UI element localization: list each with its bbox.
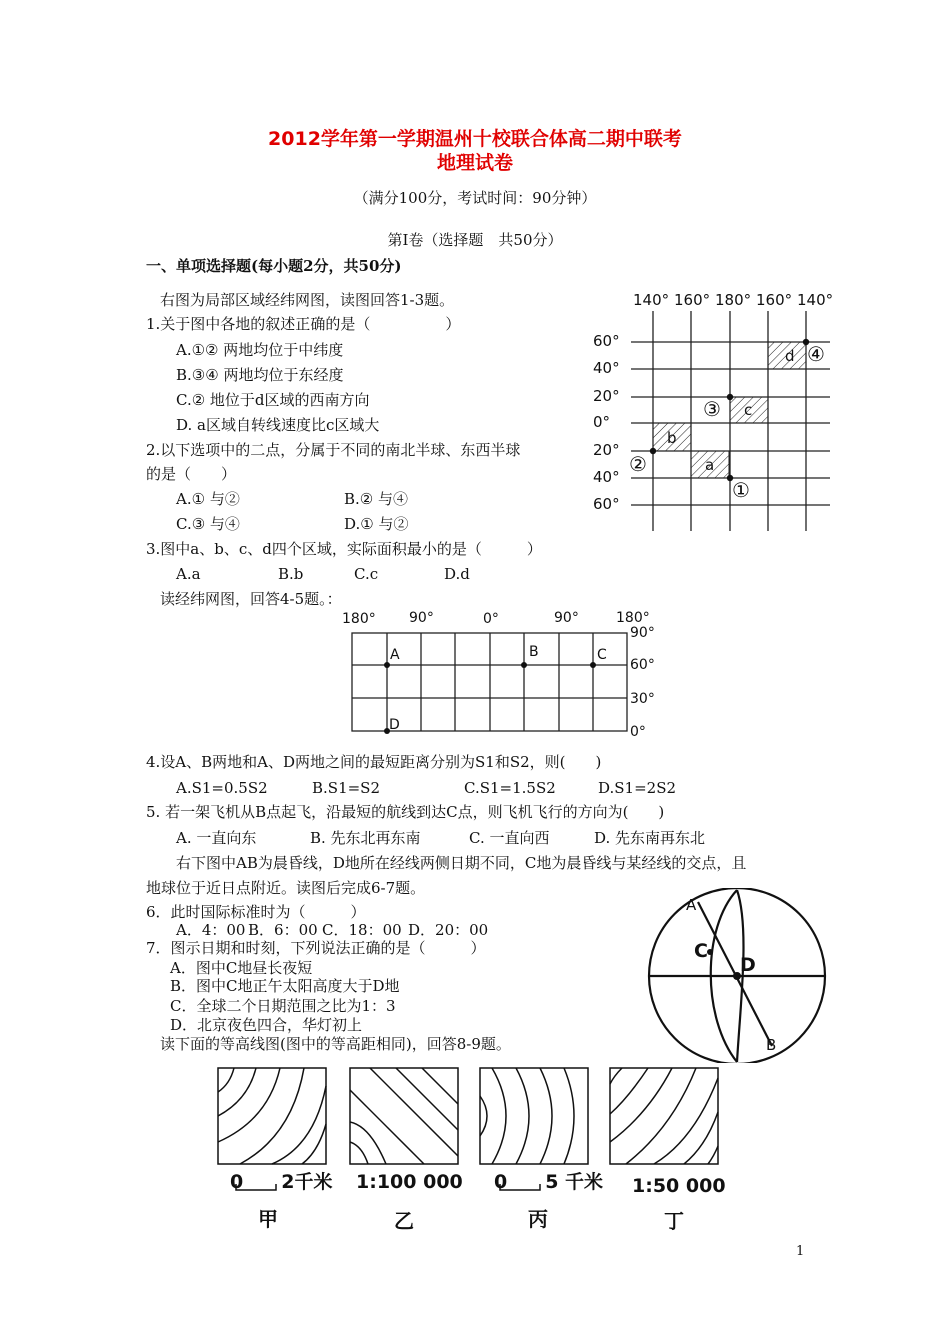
top-label-5: 140° bbox=[797, 291, 834, 309]
q5-option-c: C. 一直向西 bbox=[469, 829, 550, 847]
lat-label-60n: 60° bbox=[593, 332, 620, 350]
circle-label-a: A bbox=[686, 896, 697, 914]
contour-map-bing bbox=[480, 1068, 588, 1164]
scale-yi: 1:100 000 bbox=[356, 1171, 463, 1193]
q4-option-a: A.S1=0.5S2 bbox=[176, 779, 268, 797]
q1-3-intro: 右图为局部区域经纬网图，读图回答1-3题。 bbox=[160, 291, 455, 309]
point-c-label: C bbox=[597, 647, 607, 663]
volume-heading: 第Ⅰ卷（选择题 共50分） bbox=[387, 231, 563, 249]
q3-option-d: D.d bbox=[444, 565, 470, 583]
svg-text:180°: 180° bbox=[342, 611, 376, 627]
q1-option-b: B.③④ 两地均位于东经度 bbox=[176, 366, 344, 384]
point-3-label: ③ bbox=[703, 397, 721, 421]
exam-subtitle: 地理试卷 bbox=[436, 152, 513, 174]
exam-info: （满分100分，考试时间：90分钟） bbox=[353, 189, 597, 207]
contour-maps bbox=[210, 1062, 730, 1237]
q6-option-a: A．4：00 bbox=[176, 921, 246, 939]
world-grid-map bbox=[330, 606, 665, 746]
point-3-dot bbox=[727, 394, 733, 400]
q7-option-b: B．图中C地正午太阳高度大于D地 bbox=[170, 977, 400, 995]
q4-option-b: B.S1=S2 bbox=[312, 779, 380, 797]
region-c-label: c bbox=[744, 401, 753, 419]
circle-label-b: B bbox=[766, 1036, 777, 1054]
lat-label-0: 0° bbox=[593, 413, 611, 431]
top-label-3: 180° bbox=[715, 291, 752, 309]
q8-9-intro: 读下面的等高线图(图中的等高距相同)，回答8-9题。 bbox=[160, 1035, 511, 1053]
q3-option-b: B.b bbox=[278, 565, 304, 583]
lat-label-40n: 40° bbox=[593, 359, 620, 377]
q2-option-a: A.① 与② bbox=[176, 490, 240, 508]
q6-option-d: D．20：00 bbox=[408, 921, 489, 939]
question-2-cont: 的是（ ） bbox=[146, 465, 237, 483]
q5-option-b: B. 先东北再东南 bbox=[310, 829, 421, 847]
exam-title: 2012学年第一学期温州十校联合体高二期中联考 bbox=[268, 128, 682, 150]
contour-map-jia bbox=[218, 1068, 326, 1164]
lat-long-grid-map bbox=[585, 285, 850, 535]
point-c-dot bbox=[590, 662, 596, 668]
point-b-dot bbox=[521, 662, 527, 668]
region-d-label: d bbox=[785, 347, 795, 365]
question-4: 4.设A、B两地和A、D两地之间的最短距离分别为S1和S2，则( ) bbox=[146, 753, 602, 771]
point-2-dot bbox=[650, 448, 656, 454]
question-2: 2.以下选项中的二点，分属于不同的南北半球、东西半球 bbox=[146, 441, 521, 459]
lat-label-40s: 40° bbox=[593, 468, 620, 486]
point-b-label: B bbox=[529, 644, 539, 660]
page-number: 1 bbox=[796, 1244, 805, 1259]
label-bing: 丙 bbox=[528, 1207, 548, 1231]
svg-text:90°: 90° bbox=[554, 610, 579, 626]
svg-text:60°: 60° bbox=[630, 657, 655, 673]
q5-option-a: A. 一直向东 bbox=[176, 829, 257, 847]
svg-text:30°: 30° bbox=[630, 691, 655, 707]
circle-label-d: D bbox=[740, 954, 756, 976]
svg-text:0°: 0° bbox=[630, 724, 646, 740]
lat-label-20n: 20° bbox=[593, 387, 620, 405]
point-1-label: ① bbox=[732, 478, 750, 502]
q1-option-d: D. a区域自转线速度比c区域大 bbox=[176, 416, 380, 434]
q1-option-c: C.② 地位于d区域的西南方向 bbox=[176, 391, 370, 409]
q6-7-intro-cont: 地球位于近日点附近。读图后完成6-7题。 bbox=[146, 879, 426, 897]
lat-label-60s: 60° bbox=[593, 495, 620, 513]
q2-option-c: C.③ 与④ bbox=[176, 515, 240, 533]
contour-map-yi bbox=[350, 1068, 458, 1164]
q6-option-c: C．18：00 bbox=[322, 921, 402, 939]
q7-option-a: A．图中C地昼长夜短 bbox=[170, 959, 313, 977]
q3-option-a: A.a bbox=[176, 565, 201, 583]
q7-option-d: D．北京夜色四合，华灯初上 bbox=[170, 1016, 363, 1034]
svg-text:0°: 0° bbox=[483, 611, 499, 627]
question-5: 5. 若一架飞机从B点起飞，沿最短的航线到达C点，则飞机飞行的方向为( ) bbox=[146, 803, 665, 821]
q1-option-a: A.①② 两地均位于中纬度 bbox=[176, 341, 344, 359]
svg-text:90°: 90° bbox=[630, 625, 655, 641]
scale-jia: 0 2千米 bbox=[230, 1171, 333, 1193]
question-3: 3.图中a、b、c、d四个区域，实际面积最小的是（ ） bbox=[146, 540, 542, 558]
q6-option-b: B．6：00 bbox=[248, 921, 318, 939]
svg-text:180°: 180° bbox=[616, 610, 650, 626]
label-yi: 乙 bbox=[394, 1209, 414, 1233]
scale-ding: 1:50 000 bbox=[632, 1175, 726, 1197]
scale-bing: 0 5 千米 bbox=[494, 1171, 604, 1193]
lat-label-20s: 20° bbox=[593, 441, 620, 459]
point-a-label: A bbox=[390, 647, 400, 663]
label-jia: 甲 bbox=[258, 1207, 278, 1231]
q5-option-d: D. 先东南再东北 bbox=[594, 829, 706, 847]
q2-option-d: D.① 与② bbox=[344, 515, 409, 533]
terminator-circle-diagram bbox=[640, 888, 835, 1063]
region-b-label: b bbox=[667, 429, 677, 447]
question-7: 7．图示日期和时刻，下列说法正确的是（ ） bbox=[146, 939, 486, 957]
question-1: 1.关于图中各地的叙述正确的是（ ） bbox=[146, 315, 461, 333]
top-label-2: 160° bbox=[674, 291, 711, 309]
point-2-label: ② bbox=[629, 452, 647, 476]
point-d-label: D bbox=[389, 717, 400, 733]
top-label-1: 140° bbox=[633, 291, 670, 309]
q3-option-c: C.c bbox=[354, 565, 379, 583]
q4-option-c: C.S1=1.5S2 bbox=[464, 779, 556, 797]
label-ding: 丁 bbox=[664, 1209, 684, 1233]
region-a-label: a bbox=[705, 456, 715, 474]
q4-option-d: D.S1=2S2 bbox=[598, 779, 677, 797]
q7-option-c: C．全球二个日期范围之比为1：3 bbox=[170, 997, 396, 1015]
top-label-4: 160° bbox=[756, 291, 793, 309]
section-heading: 一、单项选择题(每小题2分，共50分) bbox=[146, 257, 402, 275]
q6-7-intro: 右下图中AB为晨昏线，D地所在经线两侧日期不同，C地为晨昏线与某经线的交点，且 bbox=[176, 854, 747, 872]
q2-option-b: B.② 与④ bbox=[344, 490, 409, 508]
point-4-label: ④ bbox=[807, 342, 825, 366]
svg-text:90°: 90° bbox=[409, 610, 434, 626]
question-6: 6．此时国际标准时为（ ） bbox=[146, 903, 366, 921]
circle-label-c: C bbox=[694, 940, 708, 962]
q4-5-intro: 读经纬网图，回答4-5题。： bbox=[160, 590, 342, 608]
